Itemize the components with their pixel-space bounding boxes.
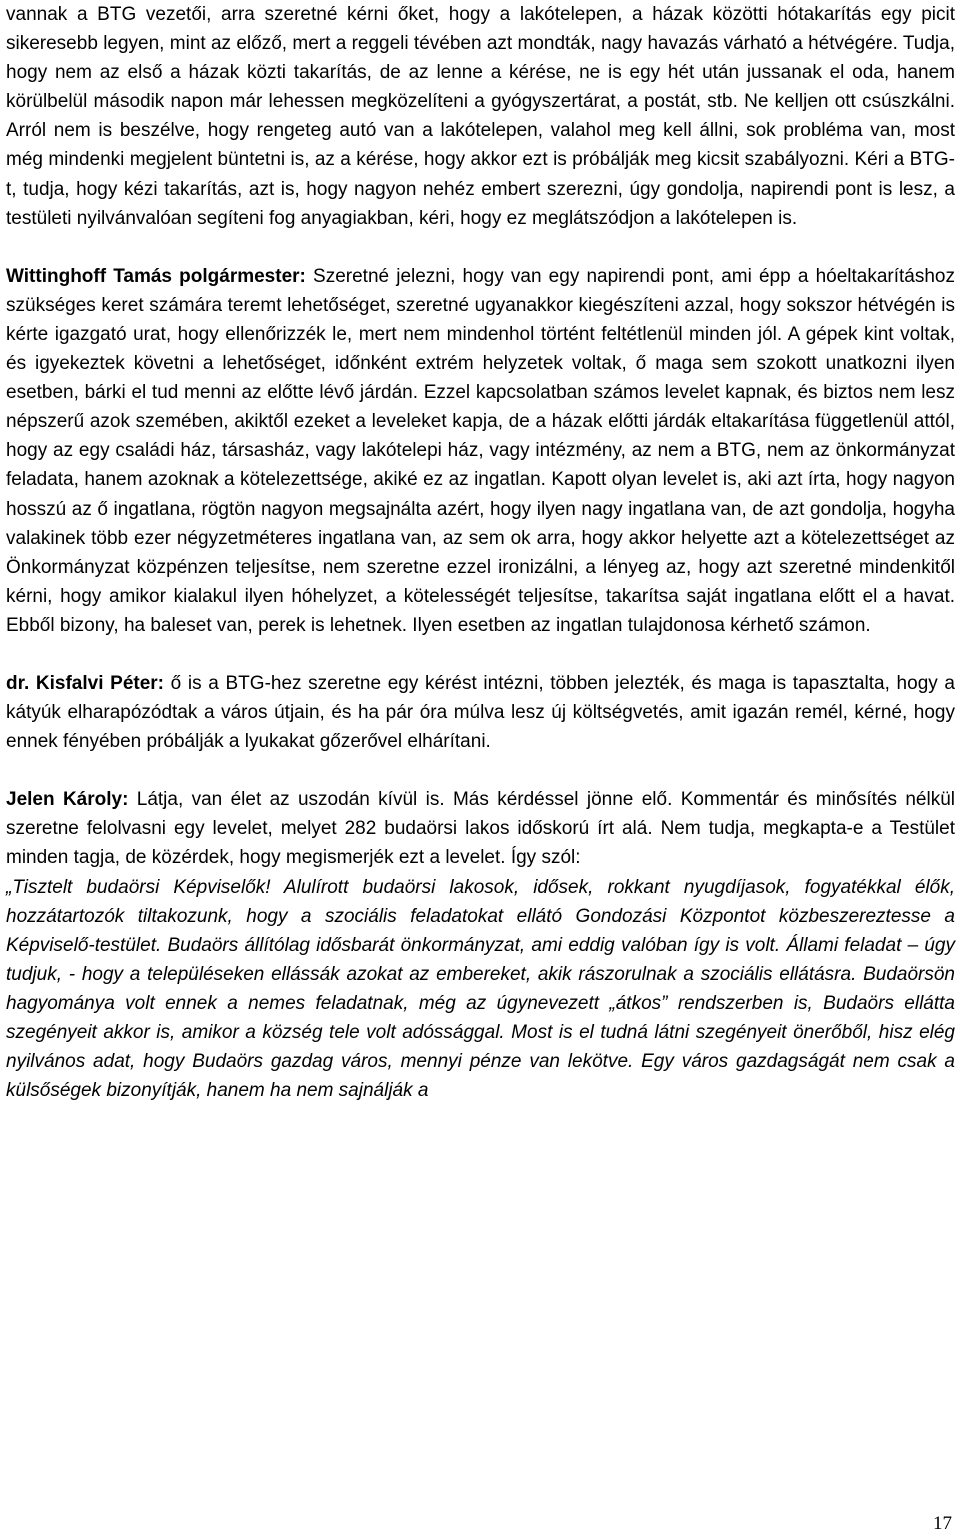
speaker-text: Szeretné jelezni, hogy van egy napirendi pont, ami épp a hóeltakarításhoz szükséges keret számára teremt lehetőséget, szeretné ugyanakkor kiegészíteni azzal, hogy sokszor hétvégén is kérte igazgató urat, hogy ellenőrizzék le, mert nem mindenhol történt feltétlenül minden jól. A gépek kint voltak, és igyekeztek követni a lehetőséget, időnként extrém helyzetek voltak, ő maga sem szokott unatkozni ilyen esetben, bárki el tud menni az előtte lévő járdán. Ezzel kapcsolatban számos levelet kapnak, és biztos nem lesz népszerű azok szemében, akiktől ezeket a leveleket kapja, de a házak előtti járdák eltakarítása függetlenül attól, hogy az egy családi ház, társasház, vagy lakótelepi ház, vagy intézmény, az nem a BTG, nem az önkormányzat feladata, hanem azoknak a kötelezettsége, akiké ez az ingatlan. Kapott olyan levelet is, aki azt írta, hogy nagyon hosszú az ő ingatlana, rögtön nagyon megsajnálta azért, hogy ilyen nagy ingatlana van, de azt gondolja, hogyha valakinek több ezer négyzetméteres ingatlana van, az sem ok arra, hogy akkor helyette azt a kötelezettséget az Önkormányzat közpénzen teljesítse, nem szeretne ezzel ironizálni, a lényeg az, hogy azt szeretné mindenkitől kérni, hogy amikor kialakul ilyen hóhelyzet, a kötelességét teljesítse, takarítsa saját ingatlana előtt el a havat. Ebből bizony, ha baleset van, perek is lehetnek. Ilyen esetben az ingatlan tulajdonosa kérhető számon.	[6, 265, 955, 636]
speaker-name: Jelen Károly:	[6, 789, 129, 811]
document-page	[6, 0, 955, 1105]
paragraph-snow-clearing-request: vannak a BTG vezetői, arra szeretné kérni őket, hogy a lakótelepen, a házak közötti hótakarítás egy picit sikeresebb legyen, mint az előző, mert a reggeli tévében azt mondták, nagy havazás várható a hétvégére. Tudja, hogy nem az első a házak közti takarítás, de az lenne a kérése, ne is egy hét után jussanak el oda, hanem körülbelül második napon már lehessen megközelíteni a gyógyszertárat, a postát, stb. Ne kelljen ott csúszkálni. Arról nem is beszélve, hogy rengeteg autó van a lakótelepen, valahol meg kell állni, sok probléma van, most még mindenki megjelent büntetni is, az a kérése, hogy akkor ezt is próbálják meg kicsit szabályozni. Kéri a BTG-t, tudja, hogy kézi takarítás, azt is, hogy nagyon nehéz embert szerezni, úgy gondolja, napirendi pont is lesz, a testületi nyilvánvalóan segíteni fog anyagiakban, kéri, hogy ez meglátszódjon a lakótelepen is.	[6, 4, 955, 229]
quoted-letter: „Tisztelt budaörsi Képviselők! Alulírott budaörsi lakosok, idősek, rokkant nyugdíjasok, fogyatékkal élők, hozzátartozók tiltakozunk, hogy a szociális feladatokat ellátó Gondozási Központot közbeszereztesse a Képviselő-testület. Budaörs állítólag idősbarát önkormányzat, ami eddig valóban így is volt. Állami feladat – úgy tudjuk, - hogy a településeken ellássák azokat az embereket, akik rászorulnak a szociális ellátásra. Budaörsön hagyománya volt ennek a nemes feladatnak, még az úgynevezett „átkos” rendszerben is, Budaörs ellátta szegényeit akkor is, amikor a község tele volt adóssággal. Most is el tudná látni szegényeit önerőből, hisz elég nyilvános adat, hogy Budaörs gazdag város, mennyi pénze van lekötve. Egy város gazdagságát nem csak a külsőségek bizonyítják, hanem ha nem sajnálják a	[6, 876, 955, 1102]
speaker-text: ő is a BTG-hez szeretne egy kérést intézni, többen jelezték, és maga is tapasztalta, hogy a kátyúk elharapózódtak a város útjain, és ha pár óra múlva lesz új költségvetés, amit igazán remél, kérné, hogy ennek fényében próbálják a lyukakat gőzerővel elhárítani.	[6, 672, 955, 753]
speaker-text: Látja, van élet az uszodán kívül is. Más kérdéssel jönne elő. Kommentár és minősítés nélkül szeretne felolvasni egy levelet, melyet 282 budaörsi lakos időskorú írt alá. Nem tudja, megkapta-e a Testület minden tagja, de közérdek, hogy megismerjék ezt a levelet. Így szól:	[6, 789, 955, 869]
paragraph-kisfalvi	[6, 669, 955, 756]
page-number: 17	[933, 1513, 952, 1534]
paragraph-jelen	[6, 785, 955, 872]
paragraph-mayor-response	[6, 262, 955, 640]
paragraph-gap	[6, 640, 955, 669]
paragraph-gap	[6, 756, 955, 785]
speaker-name: Wittinghoff Tamás polgármester:	[6, 265, 306, 287]
paragraph-gap	[6, 233, 955, 262]
speaker-name: dr. Kisfalvi Péter:	[6, 672, 164, 694]
